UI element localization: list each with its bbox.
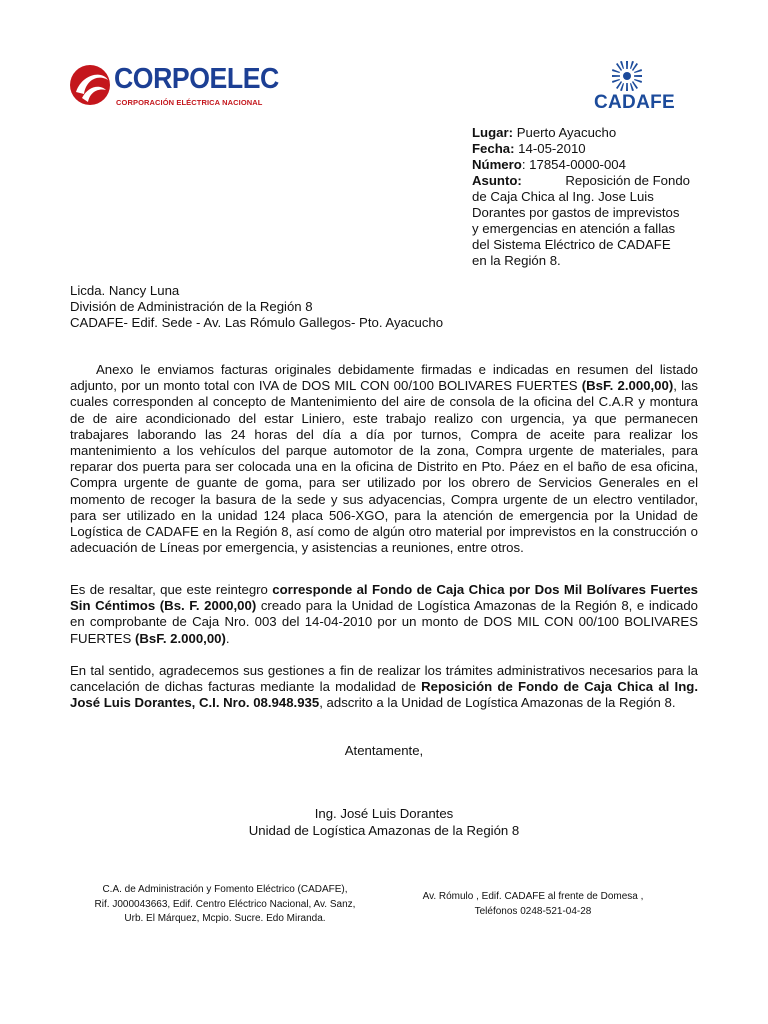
footer-line: Urb. El Márquez, Mcpio. Sucre. Edo Miranda. (124, 913, 326, 924)
corpoelec-logo (68, 62, 279, 110)
p1-text-c: , las cuales corresponden al concepto de Mantenimiento del aire de consola de la oficina del C.A.R y montura de de aire acondicionado del estar Liniero, este trabajo realizo con urgencia, ya que permanecen trabajares laborando las 24 horas del día a día por turnos, Compra de aceite para realizar los mantenimiento a los vehículos del parque automotor de la zona, Compra urgente de materiales, para reparar dos puerta para ser colocada una en la oficina de Distrito en Pto. Páez en el baño de esa oficina, Compra urgente de guante de goma, para ser utilizado por los obrero de Servicios Generales en el momento de recoger la basura de la sede y sus adyacencias, Compra urgente de un electro ventilador, para ser utilizado en la unidad 124 placa 506-XGO, para la atención de emergencia por la Unidad de Logística de CADAFE en la Región 8, así como de algún otro material por imprevistos en la construcción o adecuación de Líneas por emergencia, y asistencias a reuniones, entre otros. (70, 378, 698, 556)
cadafe-name: CADAFE (594, 92, 675, 113)
p3-text-a: En tal sentido, agradecemos sus gestiones a fin de realizar los trámites administrativos necesarios para la cancelación de dichas facturas mediante la modalidad de (70, 663, 698, 695)
footer-right-address (388, 890, 678, 919)
body-paragraph-2 (70, 582, 698, 647)
asunto-first-line: Reposición de Fondo (565, 173, 690, 188)
asunto-line: Dorantes por gastos de imprevistos (472, 205, 680, 220)
signature-block (0, 806, 768, 839)
lugar-label: Lugar: (472, 125, 514, 140)
signer-unit: Unidad de Logística Amazonas de la Región 8 (248, 822, 520, 838)
asunto-line: en la Región 8. (472, 253, 561, 268)
footer-line: Teléfonos 0248-521-04-28 (474, 905, 592, 917)
p1-text-a: Anexo le enviamos facturas originales debidamente firmadas e indicadas en resumen del listado adjunto, por un monto total con IVA de DOS MIL CON 00/100 BOLIVARES FUERTES (70, 362, 698, 394)
letter-header-info (472, 125, 702, 269)
asunto-line: del Sistema Eléctrico de CADAFE (472, 237, 671, 252)
numero-row (472, 157, 702, 173)
numero-value: : 17854-0000-004 (521, 157, 626, 172)
fecha-value: 14-05-2010 (514, 141, 586, 156)
p2-text-c: creado para la Unidad de Logística Amazonas de la Región 8, e indicado en comprobante de Caja Nro. 003 del 14-04-2010 por un monto de DOS MIL CON 00/100 BOLIVARES FUERTES (70, 598, 698, 646)
signer-name: Ing. José Luis Dorantes (314, 806, 454, 821)
lugar-value: Puerto Ayacucho (513, 125, 617, 140)
asunto-line: y emergencias en atención a fallas (472, 221, 676, 236)
footer-line: Rif. J000043663, Edif. Centro Eléctrico Nacional, Av. Sanz, (94, 898, 356, 910)
footer-line: C.A. de Administración y Fomento Eléctrico (CADAFE), (102, 884, 348, 895)
lugar-row (472, 125, 702, 141)
p2-text-a: Es de resaltar, que este reintegro (70, 582, 273, 597)
cadafe-sunburst-icon (611, 60, 643, 92)
footer-line: Av. Rómulo , Edif. CADAFE al frente de Domesa , (422, 891, 644, 902)
asunto-line: de Caja Chica al Ing. Jose Luis (472, 189, 654, 204)
asunto-label: Asunto: (472, 173, 522, 188)
closing: Atentamente, (344, 743, 424, 758)
body-paragraph-1 (70, 362, 698, 556)
p3-text-c: , adscrito a la Unidad de Logística Amazonas de la Región 8. (319, 695, 676, 711)
corpoelec-swirl-icon (68, 62, 112, 108)
p3-bold-reposicion: Reposición de Fondo de Caja Chica al Ing. José Luis Dorantes, C.I. Nro. 08.948.935 (70, 679, 698, 711)
corpoelec-name: CORPOELEC (114, 63, 279, 95)
footer-left-address (60, 883, 390, 927)
recipient-block (70, 283, 443, 331)
asunto-row (472, 173, 690, 189)
body-paragraph-3 (70, 663, 698, 712)
recipient-name: Licda. Nancy Luna (70, 283, 180, 298)
recipient-division: División de Administración de la Región 8 (70, 299, 313, 314)
corpoelec-subtitle: CORPORACIÓN ELÉCTRICA NACIONAL (116, 98, 263, 107)
p2-bold-fund: corresponde al Fondo de Caja Chica por Dos Mil Bolívares Fuertes Sin Céntimos (Bs. F. 2000,00) (70, 582, 698, 614)
fecha-row (472, 141, 702, 157)
numero-label: Número (472, 157, 522, 172)
p2-amount: (BsF. 2.000,00) (134, 630, 226, 646)
fecha-label: Fecha: (472, 141, 515, 156)
cadafe-logo (592, 60, 675, 113)
p2-text-e: . (225, 630, 230, 646)
p1-amount: (BsF. 2.000,00) (581, 378, 674, 394)
recipient-address: CADAFE- Edif. Sede - Av. Las Rómulo Gallegos- Pto. Ayacucho (70, 315, 444, 330)
